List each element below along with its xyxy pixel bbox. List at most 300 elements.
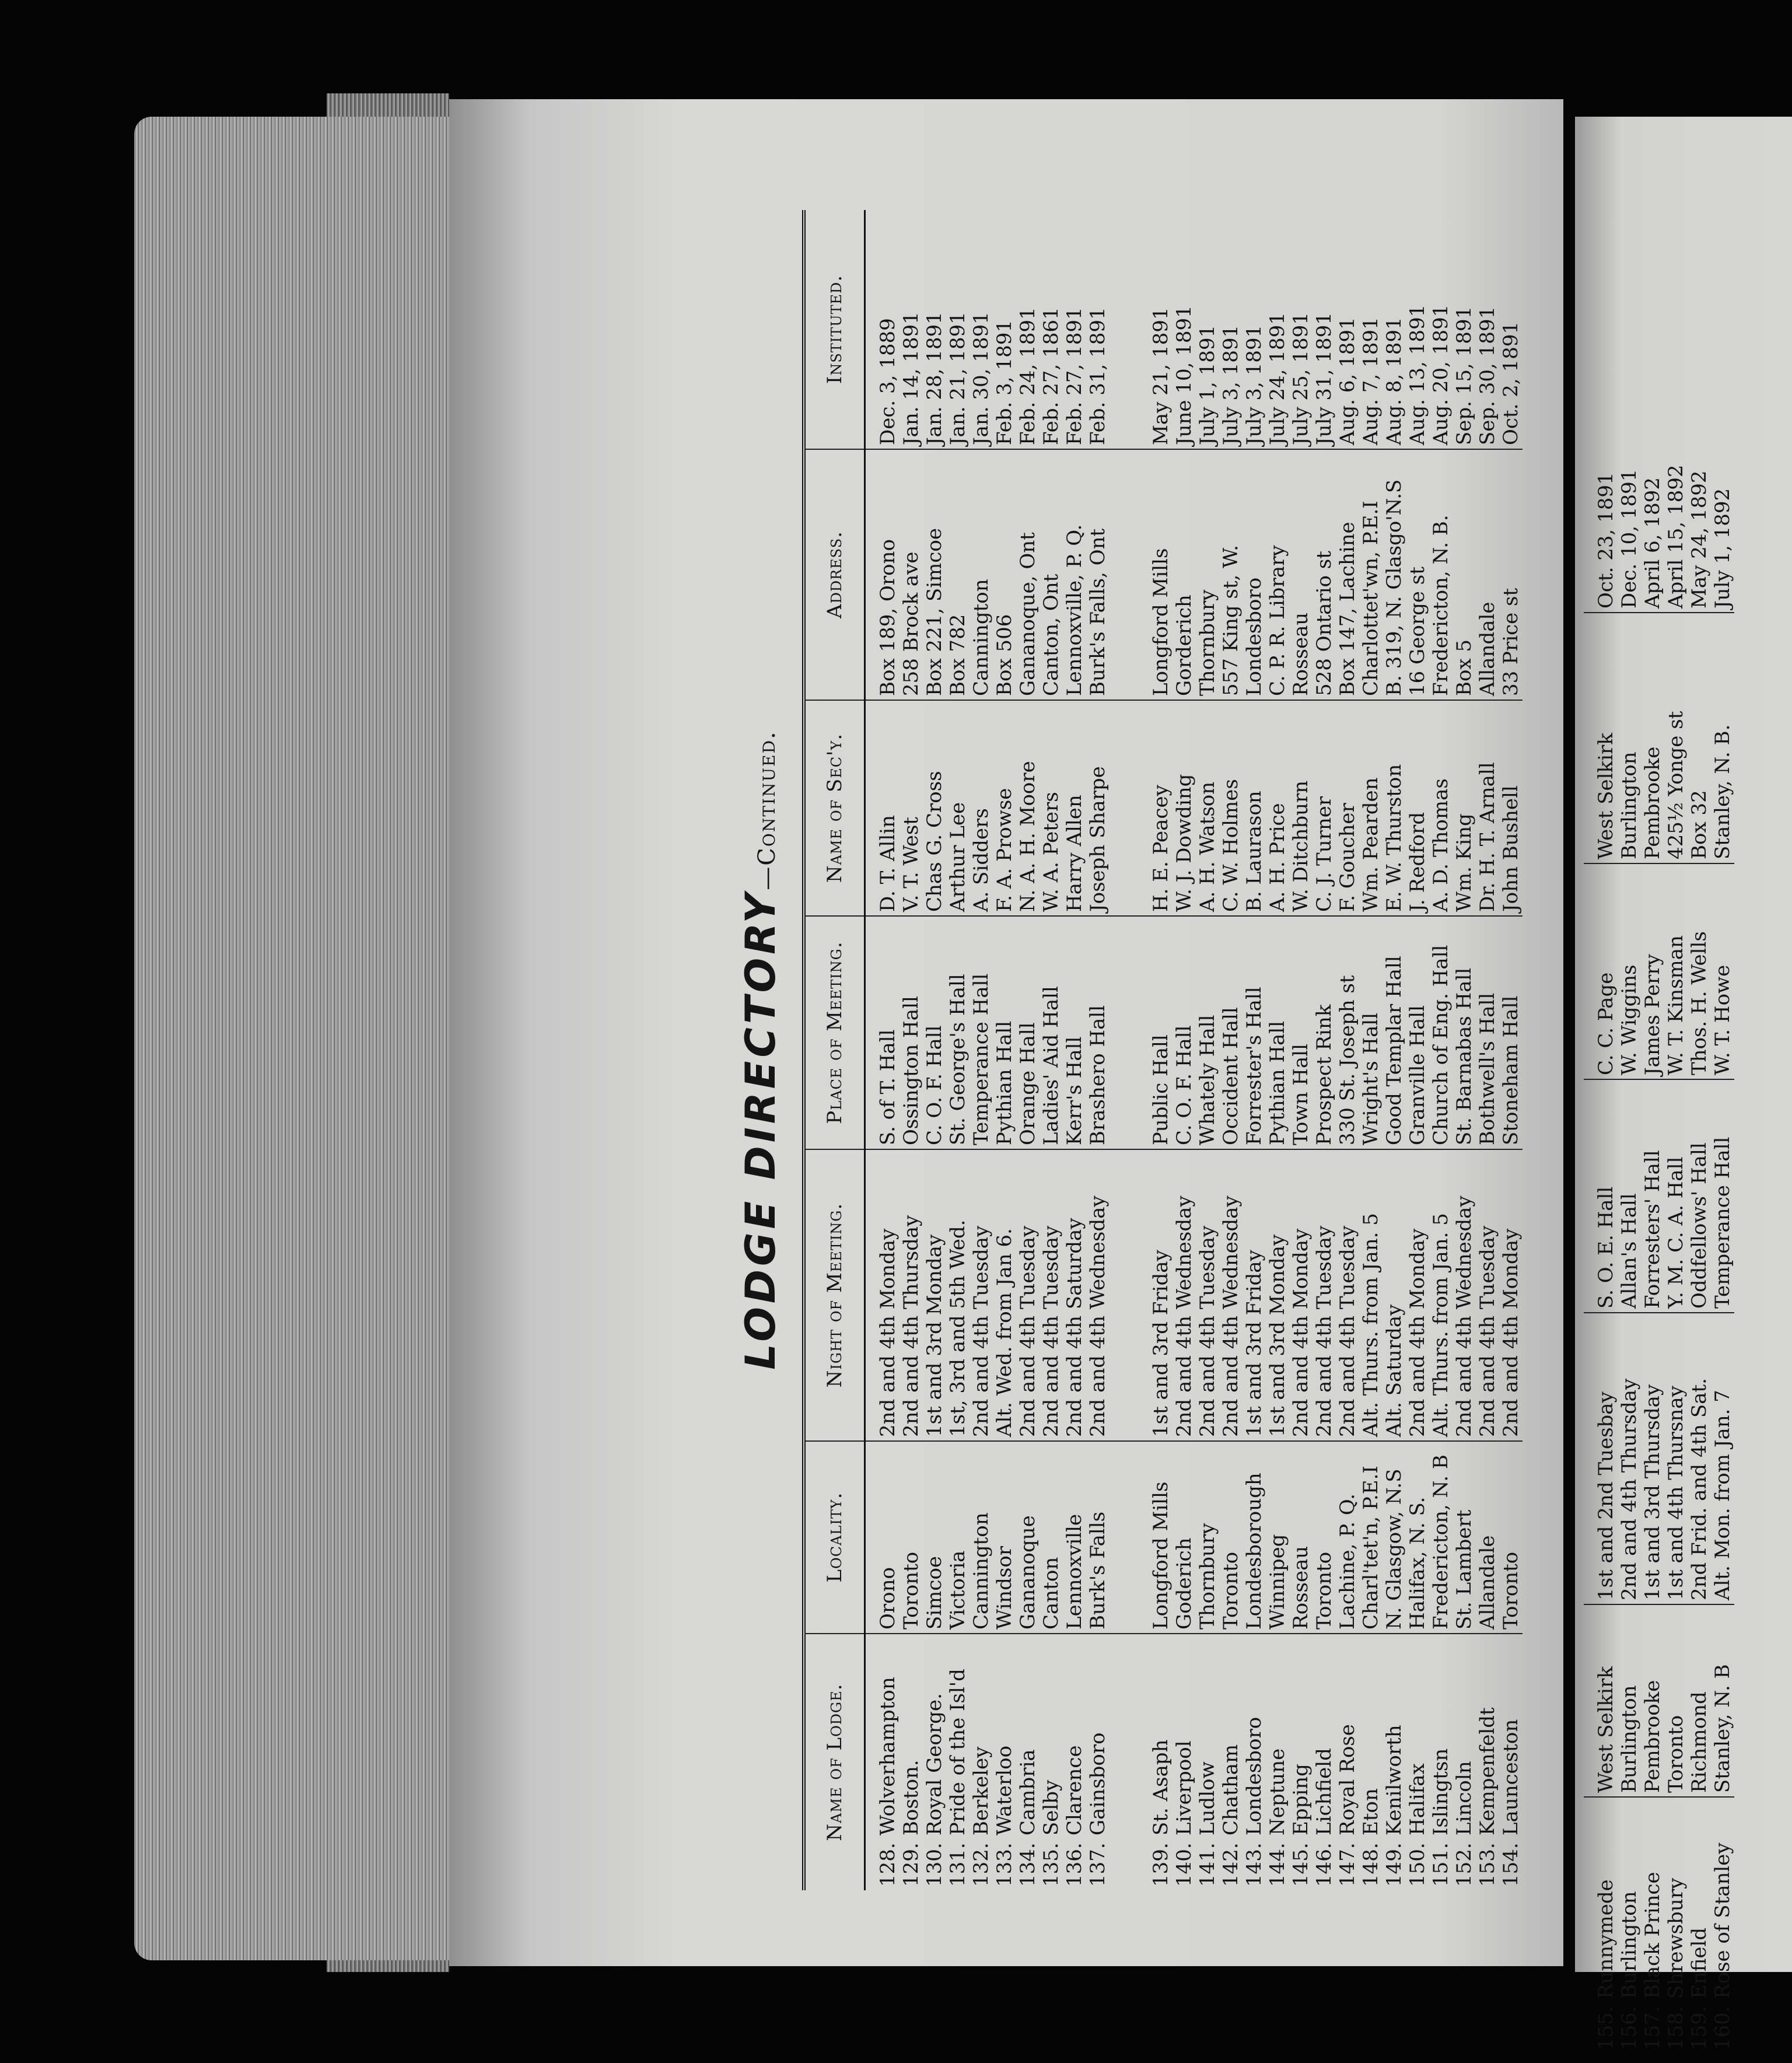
lodge-name: Islingtsn [1429, 1748, 1452, 1835]
instituted-cell: Jan. 28, 1891 [923, 210, 946, 449]
instituted-cell: Dec. 3, 1889 [865, 210, 900, 449]
lodge-name-cell [1016, 1634, 1040, 1890]
table-row [1312, 210, 1336, 1890]
secretary-cell: E. W. Thurston [1382, 700, 1406, 916]
secretary-cell: Wm. Pearden [1359, 700, 1382, 916]
lodge-name: Royal Rose [1336, 1724, 1359, 1835]
lodge-name-cell [1139, 1634, 1172, 1890]
instituted-cell: Oct. 23, 1891 [1584, 373, 1618, 613]
secretary-cell: Joseph Sharpe [1086, 700, 1110, 916]
locality-cell: Richmond [1688, 1604, 1711, 1797]
instituted-cell: June 10, 1891 [1172, 210, 1196, 449]
locality-cell: Burlington [1618, 1604, 1641, 1797]
lodge-name: Shrewsbury [1664, 1877, 1688, 1999]
address-cell: Allandale [1476, 449, 1499, 700]
lodge-number: 141. [1196, 1842, 1219, 1887]
address-cell: C. P. R. Library [1266, 449, 1289, 700]
lodge-name: Lincoln [1452, 1761, 1476, 1835]
lodge-name-cell [1336, 1634, 1359, 1890]
address-cell: Pembrooke [1641, 613, 1664, 863]
instituted-cell: Aug. 6, 1891 [1336, 210, 1359, 449]
place-of-meeting-cell: Town Hall [1289, 916, 1312, 1149]
secretary-cell: W. T. Howe [1711, 863, 1734, 1079]
table-row [1139, 210, 1172, 1890]
address-cell: West Selkirk [1584, 613, 1618, 863]
secretary-cell: Harry Allen [1063, 700, 1086, 916]
night-of-meeting-cell: 2nd and 4th Wednesday [1452, 1149, 1476, 1441]
secretary-cell: N. A. H. Moore [1016, 700, 1040, 916]
lodge-directory-table [802, 210, 1522, 1890]
night-of-meeting-cell: 1st and 3rd Monday [1266, 1149, 1289, 1441]
lodge-name-cell [946, 1634, 970, 1890]
instituted-cell: Feb. 3, 1891 [993, 210, 1016, 449]
address-cell: 557 King st, W. [1219, 449, 1242, 700]
lodge-name-cell [1196, 1634, 1219, 1890]
lodge-name-cell [1664, 1797, 1688, 2054]
lodge-name-cell [1242, 1634, 1266, 1890]
locality-cell: Toronto [900, 1441, 923, 1634]
lodge-number: 157. [1641, 2006, 1664, 2050]
locality-cell: Allandale [1476, 1441, 1499, 1634]
lodge-name-cell [1641, 1797, 1664, 2054]
lodge-name: Halifax [1406, 1763, 1429, 1835]
place-of-meeting-cell: 330 St. Joseph st [1336, 916, 1359, 1149]
lodge-number: 135. [1040, 1842, 1063, 1887]
spacer-cell [1110, 449, 1139, 700]
lodge-name-cell [1499, 1634, 1522, 1890]
secretary-cell: Thos. H. Wells [1688, 863, 1711, 1079]
night-of-meeting-cell: 2nd Frid. and 4th Sat. [1688, 1313, 1711, 1604]
locality-cell: Victoria [946, 1441, 970, 1634]
address-cell: Stanley, N. B. [1711, 613, 1734, 863]
instituted-cell: Oct. 2, 1891 [1499, 210, 1522, 449]
night-of-meeting-cell: 2nd and 4th Thursday [900, 1149, 923, 1441]
lodge-name: Royal George. [923, 1693, 946, 1835]
place-of-meeting-cell: Brashero Hall [1086, 916, 1110, 1149]
secretary-cell: W. J. Dowding [1172, 700, 1196, 916]
secretary-cell: Arthur Lee [946, 700, 970, 916]
table-row [923, 210, 946, 1890]
lodge-number: 145. [1289, 1842, 1312, 1887]
lodge-name-cell [1359, 1634, 1382, 1890]
lodge-name-cell [1172, 1634, 1196, 1890]
table-row [1289, 210, 1312, 1890]
night-of-meeting-cell: Alt. Wed. from Jan 6. [993, 1149, 1016, 1441]
lodge-number: 132. [970, 1842, 993, 1887]
lodge-name-cell [1584, 1797, 1618, 2054]
secretary-cell: A. H. Watson [1196, 700, 1219, 916]
locality-cell: Gananoque [1016, 1441, 1040, 1634]
lodge-name: Liverpool [1172, 1740, 1196, 1835]
night-of-meeting-cell: 2nd and 4th Monday [1289, 1149, 1312, 1441]
night-of-meeting-cell: 2nd and 4th Saturday [1063, 1149, 1086, 1441]
page-edges [134, 117, 449, 1960]
lodge-name-cell [993, 1634, 1016, 1890]
address-cell: Londesboro [1242, 449, 1266, 700]
address-cell: Box 5 [1452, 449, 1476, 700]
place-of-meeting-cell: Oddfellows' Hall [1688, 1079, 1711, 1313]
night-of-meeting-cell: 1st and 3rd Monday [923, 1149, 946, 1441]
table-row [1664, 373, 1688, 2054]
lodge-name: Wolverhampton [876, 1677, 900, 1835]
place-of-meeting-cell: Y. M. C. A. Hall [1664, 1079, 1688, 1313]
lodge-number: 153. [1476, 1842, 1499, 1887]
address-cell: 528 Ontario st [1312, 449, 1336, 700]
night-of-meeting-cell: Alt. Thurs. from Jan. 5 [1359, 1149, 1382, 1441]
directory-title: LODGE DIRECTORY [737, 890, 785, 1370]
lodge-name-cell [1312, 1634, 1336, 1890]
col-header-night-of-meeting: Night of Meeting. [804, 1149, 865, 1441]
night-of-meeting-cell: 2nd and 4th Tuesday [1040, 1149, 1063, 1441]
lodge-number: 154. [1499, 1842, 1522, 1887]
place-of-meeting-cell: Church of Eng. Hall [1429, 916, 1452, 1149]
place-of-meeting-cell: Forrester's Hall [1242, 916, 1266, 1149]
lodge-name-cell [1429, 1634, 1452, 1890]
night-of-meeting-cell: 2nd and 4th Wednesday [1172, 1149, 1196, 1441]
lodge-name: St. Asaph [1149, 1739, 1172, 1835]
table-row [1040, 210, 1063, 1890]
locality-cell: Simcoe [923, 1441, 946, 1634]
night-of-meeting-cell: 2nd and 4th Monday [1499, 1149, 1522, 1441]
night-of-meeting-cell: 1st and 3rd Thursday [1641, 1313, 1664, 1604]
table-row [1584, 373, 1618, 2054]
address-cell: Gorderich [1172, 449, 1196, 700]
place-of-meeting-cell: Bothwell's Hall [1476, 916, 1499, 1149]
locality-cell: St. Lambert [1452, 1441, 1476, 1634]
place-of-meeting-cell: Pythian Hall [993, 916, 1016, 1149]
lodge-name-cell [1476, 1634, 1499, 1890]
instituted-cell: April 6, 1892 [1641, 373, 1664, 613]
secretary-cell: C. W. Holmes [1219, 700, 1242, 916]
spacer-cell [1110, 1149, 1139, 1441]
lodge-number: 128. [876, 1842, 900, 1887]
secretary-cell: C. C. Page [1584, 863, 1618, 1079]
lodge-name: Eton [1359, 1788, 1382, 1835]
col-header-place-of-meeting: Place of Meeting. [804, 916, 865, 1149]
night-of-meeting-cell: Alt. Thurs. from Jan. 5 [1429, 1149, 1452, 1441]
secretary-cell: J. Redford [1406, 700, 1429, 916]
table-row [1406, 210, 1429, 1890]
table-row [1476, 210, 1499, 1890]
secretary-cell: F. Goucher [1336, 700, 1359, 916]
secretary-cell: C. J. Turner [1312, 700, 1336, 916]
instituted-cell: Feb. 27, 1861 [1040, 210, 1063, 449]
secretary-cell: F. A. Prowse [993, 700, 1016, 916]
lodge-name: Gainsboro [1086, 1732, 1110, 1835]
night-of-meeting-cell: 2nd and 4th Tuesday [1312, 1149, 1336, 1441]
address-cell: 425½ Yonge st [1664, 613, 1688, 863]
place-of-meeting-cell: Forresters' Hall [1641, 1079, 1664, 1313]
header-row [804, 210, 865, 1890]
lodge-name: Berkeley [970, 1746, 993, 1835]
lodge-number: 133. [993, 1842, 1016, 1887]
lodge-name-cell [1406, 1634, 1429, 1890]
night-of-meeting-cell: 1st and 2nd Tuesbay [1584, 1313, 1618, 1604]
secretary-cell: A. H. Price [1266, 700, 1289, 916]
place-of-meeting-cell: Occident Hall [1219, 916, 1242, 1149]
page-heading [737, 210, 785, 1890]
spacer-cell [1110, 1634, 1139, 1890]
lodge-number: 140. [1172, 1842, 1196, 1887]
instituted-cell: Aug. 13, 1891 [1406, 210, 1429, 449]
instituted-cell: July 31, 1891 [1312, 210, 1336, 449]
table-row [1196, 210, 1219, 1890]
place-of-meeting-cell: Ladies' Aid Hall [1040, 916, 1063, 1149]
lodge-number: 151. [1429, 1842, 1452, 1887]
secretary-cell: Chas G. Cross [923, 700, 946, 916]
address-cell: Box 189, Orono [865, 449, 900, 700]
night-of-meeting-cell: 1st, 3rd and 5th Wed. [946, 1149, 970, 1441]
lodge-name: Epping [1289, 1764, 1312, 1835]
lodge-number: 148. [1359, 1842, 1382, 1887]
place-of-meeting-cell: Whately Hall [1196, 916, 1219, 1149]
col-header-locality: Locality. [804, 1441, 865, 1634]
table-row [1172, 210, 1196, 1890]
locality-cell: Toronto [1312, 1441, 1336, 1634]
table-row [1452, 210, 1476, 1890]
instituted-cell: Jan. 14, 1891 [900, 210, 923, 449]
instituted-cell: July 3, 1891 [1219, 210, 1242, 449]
lodge-number: 160. [1711, 2006, 1734, 2050]
secretary-cell: B. Laurason [1242, 700, 1266, 916]
spacer-cell [1110, 1441, 1139, 1634]
instituted-cell: April 15, 1892 [1664, 373, 1688, 613]
address-cell: Fredericton, N. B. [1429, 449, 1452, 700]
table-row [1242, 210, 1266, 1890]
locality-cell: Rosseau [1289, 1441, 1312, 1634]
secretary-cell: D. T. Allin [865, 700, 900, 916]
instituted-cell: Aug. 20, 1891 [1429, 210, 1452, 449]
address-cell: Thornbury [1196, 449, 1219, 700]
instituted-cell: Feb. 31, 1891 [1086, 210, 1110, 449]
locality-cell: Burk's Falls [1086, 1441, 1110, 1634]
night-of-meeting-cell: 1st and 3rd Friday [1242, 1149, 1266, 1441]
lodge-name: Ludlow [1196, 1761, 1219, 1835]
instituted-cell: July 24, 1891 [1266, 210, 1289, 449]
table-row [1711, 373, 1734, 2054]
lodge-name-cell [1040, 1634, 1063, 1890]
lodge-name: Boston. [900, 1760, 923, 1835]
col-header-instituted: Instituted. [804, 210, 865, 449]
locality-cell: Lennoxville [1063, 1441, 1086, 1634]
place-of-meeting-cell: Kerr's Hall [1063, 916, 1086, 1149]
address-cell: Charlottet'wn, P.E.I [1359, 449, 1382, 700]
place-of-meeting-cell: S. O. E. Hall [1584, 1079, 1618, 1313]
lodge-number: 136. [1063, 1842, 1086, 1887]
secretary-cell: Wm. King [1452, 700, 1476, 916]
place-of-meeting-cell: Temperance Hall [970, 916, 993, 1149]
locality-cell: Cannington [970, 1441, 993, 1634]
secretary-cell: John Bushell [1499, 700, 1522, 916]
instituted-cell: May 21, 1891 [1139, 210, 1172, 449]
lodge-name: Neptune [1266, 1748, 1289, 1835]
locality-cell: Halifax, N. S. [1406, 1441, 1429, 1634]
table-row [1063, 210, 1086, 1890]
address-cell: Lennoxville, P. Q. [1063, 449, 1086, 700]
spacer-cell [1110, 700, 1139, 916]
night-of-meeting-cell: 2nd and 4th Monday [1406, 1149, 1429, 1441]
table-row [1382, 210, 1406, 1890]
secretary-cell: James Perry [1641, 863, 1664, 1079]
locality-cell: Stanley, N. B [1711, 1604, 1734, 1797]
instituted-cell: Sep. 15, 1891 [1452, 210, 1476, 449]
place-of-meeting-cell: Orange Hall [1016, 916, 1040, 1149]
lodge-name-cell [865, 1634, 900, 1890]
night-of-meeting-cell: 2nd and 4th Tuesday [970, 1149, 993, 1441]
lodge-name-cell [1086, 1634, 1110, 1890]
address-cell: 33 Price st [1499, 449, 1522, 700]
locality-cell: N. Glasgow, N.S [1382, 1441, 1406, 1634]
lodge-number: 142. [1219, 1842, 1242, 1887]
place-of-meeting-cell: Public Hall [1139, 916, 1172, 1149]
table-row [1499, 210, 1522, 1890]
place-of-meeting-cell: St. George's Hall [946, 916, 970, 1149]
table-row [1688, 373, 1711, 2054]
instituted-cell: Dec. 10, 1891 [1618, 373, 1641, 613]
table-row [993, 210, 1016, 1890]
lodge-number: 143. [1242, 1842, 1266, 1887]
lodge-name: Lichfield [1312, 1748, 1336, 1835]
lodge-number: 131. [946, 1842, 970, 1887]
address-cell: Canton, Ont [1040, 449, 1063, 700]
instituted-cell: May 24, 1892 [1688, 373, 1711, 613]
secretary-cell: H. E. Peacey [1139, 700, 1172, 916]
instituted-cell: Jan. 30, 1891 [970, 210, 993, 449]
secretary-cell: A. Sidders [970, 700, 993, 916]
locality-cell: Toronto [1664, 1604, 1688, 1797]
lodge-name-cell [1618, 1797, 1641, 2054]
locality-cell: Orono [865, 1441, 900, 1634]
lodge-name: Kenilworth [1382, 1725, 1406, 1835]
lodge-number: 146. [1312, 1842, 1336, 1887]
address-cell: Burk's Falls, Ont [1086, 449, 1110, 700]
night-of-meeting-cell: 2nd and 4th Thursday [1618, 1313, 1641, 1604]
place-of-meeting-cell: C. O. F. Hall [1172, 916, 1196, 1149]
place-of-meeting-cell: Pythian Hall [1266, 916, 1289, 1149]
place-of-meeting-cell: Allan's Hall [1618, 1079, 1641, 1313]
locality-cell: Canton [1040, 1441, 1063, 1634]
lodge-number: 158. [1664, 2006, 1688, 2050]
col-header-name-of-secy: Name of Sec'y. [804, 700, 865, 916]
table-row [1359, 210, 1382, 1890]
lodge-name: Burlington [1618, 1891, 1641, 1999]
night-of-meeting-cell: Alt. Saturday [1382, 1149, 1406, 1441]
col-header-name-of-lodge: Name of Lodge. [804, 1634, 865, 1890]
locality-cell: Thornbury [1196, 1441, 1219, 1634]
place-of-meeting-cell: Ossington Hall [900, 916, 923, 1149]
lodge-name: Launceston [1499, 1719, 1522, 1835]
locality-cell: Fredericton, N. B [1429, 1441, 1452, 1634]
address-cell: Box 147, Lachine [1336, 449, 1359, 700]
instituted-cell: Aug. 7, 1891 [1359, 210, 1382, 449]
place-of-meeting-cell: Stoneham Hall [1499, 916, 1522, 1149]
address-cell: Cannington [970, 449, 993, 700]
address-cell: Box 506 [993, 449, 1016, 700]
address-cell: Box 32 [1688, 613, 1711, 863]
night-of-meeting-cell: 2nd and 4th Wednesday [1219, 1149, 1242, 1441]
lodge-number: 152. [1452, 1842, 1476, 1887]
table-row [1336, 210, 1359, 1890]
instituted-cell: Feb. 24, 1891 [1016, 210, 1040, 449]
col-header-address: Address. [804, 449, 865, 700]
table-body [865, 210, 1523, 1890]
lodge-name: Runnymede [1594, 1879, 1618, 1999]
lodge-number: 150. [1406, 1842, 1429, 1887]
table-row [1016, 210, 1040, 1890]
locality-cell: Longford Mills [1139, 1441, 1172, 1634]
secretary-cell: W. A. Peters [1040, 700, 1063, 916]
table-row [970, 210, 993, 1890]
lodge-number: 147. [1336, 1842, 1359, 1887]
address-cell: B. 319, N. Glasgo'N.S [1382, 449, 1406, 700]
spacer-cell [1110, 210, 1139, 449]
night-of-meeting-cell: 2nd and 4th Tuesday [1196, 1149, 1219, 1441]
lodge-number: 139. [1149, 1842, 1172, 1887]
secretary-cell: W. Wiggins [1618, 863, 1641, 1079]
lodge-name-cell [1266, 1634, 1289, 1890]
place-of-meeting-cell: Prospect Rink [1312, 916, 1336, 1149]
spacer-cell [1110, 916, 1139, 1149]
lodge-name: Cambria [1016, 1749, 1040, 1835]
locality-cell: Charl'tet'n, P.E.I [1359, 1441, 1382, 1634]
table-row [1219, 210, 1242, 1890]
lodge-number: 134. [1016, 1842, 1040, 1887]
night-of-meeting-cell: 2nd and 4th Monday [865, 1149, 900, 1441]
night-of-meeting-cell: 2nd and 4th Tuesday [1336, 1149, 1359, 1441]
place-of-meeting-cell: Wright's Hall [1359, 916, 1382, 1149]
address-cell: Burlington [1618, 613, 1641, 863]
table-row [1618, 373, 1641, 2054]
locality-cell: Toronto [1499, 1441, 1522, 1634]
table-row [1641, 373, 1664, 2054]
address-cell: Longford Mills [1139, 449, 1172, 700]
secretary-cell: Dr. H. T. Arnall [1476, 700, 1499, 916]
locality-cell: Windsor [993, 1441, 1016, 1634]
lodge-name-cell [1452, 1634, 1476, 1890]
lodge-number: 156. [1618, 2006, 1641, 2050]
lodge-name-cell [1711, 1797, 1734, 2054]
locality-cell: Lachine, P. Q. [1336, 1441, 1359, 1634]
address-cell: 258 Brock ave [900, 449, 923, 700]
lodge-name: Kempenfeldt [1476, 1707, 1499, 1835]
locality-cell: Goderich [1172, 1441, 1196, 1634]
table-body-continued [1584, 373, 1734, 2054]
lodge-name-cell [970, 1634, 993, 1890]
instituted-cell: Feb. 27, 1891 [1063, 210, 1086, 449]
instituted-cell: July 1, 1892 [1711, 373, 1734, 613]
locality-cell: Toronto [1219, 1441, 1242, 1634]
instituted-cell: Sep. 30, 1891 [1476, 210, 1499, 449]
table-row [865, 210, 900, 1890]
directory-title-suffix: —Continued. [754, 730, 780, 890]
group-spacer-row [1110, 210, 1139, 1890]
night-of-meeting-cell: 2nd and 4th Wednesday [1086, 1149, 1110, 1441]
lodge-number: 155. [1594, 2006, 1618, 2050]
lodge-number: 137. [1086, 1842, 1110, 1887]
address-cell: Box 782 [946, 449, 970, 700]
directory-page-rotated [732, 210, 1520, 1890]
night-of-meeting-cell: 2nd and 4th Tuesday [1476, 1149, 1499, 1441]
night-of-meeting-cell: 1st and 3rd Friday [1139, 1149, 1172, 1441]
instituted-cell: July 3, 1891 [1242, 210, 1266, 449]
secretary-cell: V. T. West [900, 700, 923, 916]
table-row [1086, 210, 1110, 1890]
lodge-name-cell [1382, 1634, 1406, 1890]
locality-cell: Pembrooke [1641, 1604, 1664, 1797]
lodge-name: Waterloo [993, 1745, 1016, 1835]
place-of-meeting-cell: Temperance Hall [1711, 1079, 1734, 1313]
lodge-number: 159. [1688, 2006, 1711, 2050]
